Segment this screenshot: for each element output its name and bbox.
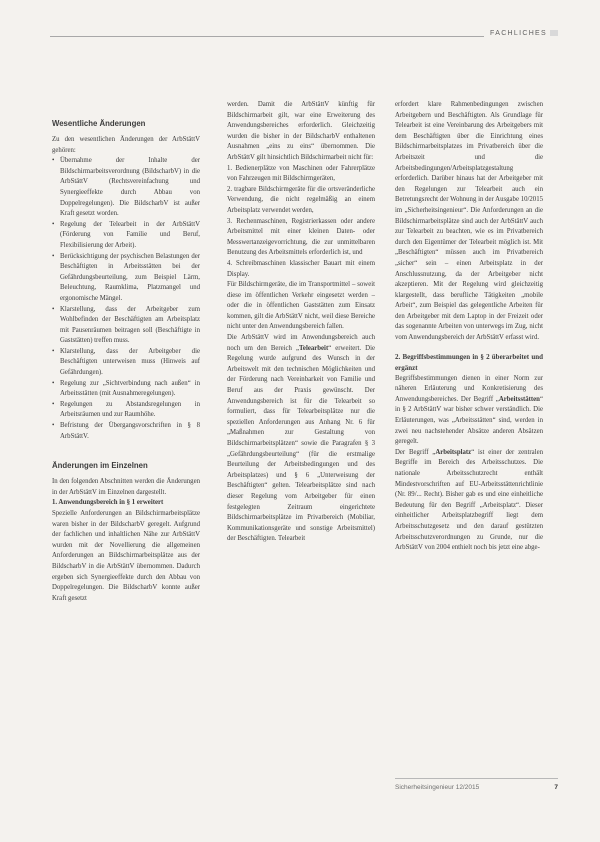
body-paragraph: Für Bildschirmgeräte, die im Transportmittel – soweit diese im öffentlichen Verkehr eingesetzt werden – oder die in öffentlichen Gaststätten zum Einsatz kommen, gilt die ArbStättV nicht, weil diese Bereiche nicht unter den Anwendungsbereich fallen. [227,281,375,331]
page-number: 7 [554,784,558,791]
list-item: • Regelung zur „Sichtverbindung nach außen“ in Arbeitsstätten (mit Ausnahmeregelungen). [60,379,200,400]
text-run: Die ArbStättV wird im Anwendungsbereich auch noch um den Bereich „ [227,334,375,352]
text-run: “ erweitert. Die Regelung wurde aufgrund des Wunsch in der Arbeitswelt mit den technischen Möglichkeiten und der Förderung nach Vereinbarkeit von Familie und Beruf aus der Praxis gewünscht. Der Anwendungsbereich ist für die Telearbeit so formuliert, dass für Telearbeitsplätze nur die speziellen Anforderungen aus Anhang Nr. 6 für „Maßnahmen zur Gestaltung von Bildschirmarbeitsplätzen“ sowie die Paragrafen § 3 „Gefährdungsbeurteilung“ (für die erstmalige Beurteilung der Arbeitsbedingungen und des Arbeitsplatzes) und § 6 „Unterweisung der Beschäftigten“ gelten. Telearbeitsplätze sind nach dieser Regelung vom Arbeitgeber für einen festgelegten Zeitraum eingerichtete Bildschirmarbeitsplätze im Privatbereich (Mobiliar, Kommunikationsgeräte und sonstige Arbeitsmittel) der Beschäftigten. Telearbeit [227,344,375,543]
list-item: • Berücksichtigung der psychischen Belastungen der Beschäftigten in Arbeitsstätten bei der Gefährdungsbeurteilung, zum Beispiel Lärm, Beleuchtung, Raumklima, Platzmangel und ergonomische Mängel. [60,252,200,305]
list-item: 3. Rechenmaschinen, Registrierkassen oder andere Arbeitsmittel mit einer kleinen Daten- oder Messwertanzeigevorrichtung, die zur unmittelbaren Benutzung des Arbeitsmittels erforderlich ist, und [227,217,375,257]
emphasis-arbeitsplatz: Arbeitsplatz [435,448,472,456]
column-1 [52,100,200,790]
body-paragraph: werden. Damit die ArbStättV künftig für Bildschirmarbeit gilt, war eine Erweiterung des Anwendungsbereiches erforderlich. Gleichzeitig wurden die bisher in der BildscharbV enthaltenen Ausnahmen „eins zu eins“ übernommen. Die ArbStättV gilt hinsichtlich Bildschirmarbeit nicht für: [227,101,375,161]
journal-issue: Sicherheitsingenieur 12/2015 [395,784,480,791]
list-item: • Regelung der Telearbeit in der ArbStättV (Förderung von Familie und Beruf, Flexibilisierung der Arbeit). [60,220,200,252]
changes-list [52,156,200,442]
emphasis-arbeitsstaetten: Arbeitsstätten [498,395,540,403]
emphasis-telearbeit: Telearbeit [299,344,329,352]
list-item: 4. Schreibmaschinen klassischer Bauart mit einem Display. [227,259,375,278]
text-run: “ in § 2 ArbStättV war bisher schwer verständlich. Die Erläuterungen, was „Arbeitsstätten“ sind, werden in zwei neu nachstehender Absätze anderen Absätzen geregelt. [395,395,543,446]
body-paragraph [395,448,543,554]
list-item: • Befristung der Übergangsvorschriften in § 8 ArbStättV. [60,421,200,442]
subheading-anwendungsbereich: 1. Anwendungsbereich in § 1 erweitert [52,499,164,507]
intro-paragraph: Zu den wesentlichen Änderungen der ArbStättV gehören: [52,136,200,154]
heading-aenderungen-im-einzelnen: Änderungen im Einzelnen [52,461,148,471]
list-item: 2. tragbare Bildschirmgeräte für die ortsveränderliche Verwendung, die nicht regelmäßig an einem Arbeitsplatz verwendet werden, [227,185,375,214]
subheading-begriffsbestimmungen: 2. Begriffsbestimmungen in § 2 überarbeitet und ergänzt [395,352,543,372]
column-3 [395,100,543,790]
body-paragraph: erfordert klare Rahmenbedingungen zwischen Arbeitgebern und Beschäftigten. Als Grundlage für Telearbeit ist eine Vereinbarung des Arbeitgebers mit dem Beschäftigten über die Einrichtung eines Bildschirmarbeitsplatzes im Privatbereich über die Arbeitszeit und die Arbeitsbedingungen/Arbeitsplatzgestaltung erforderlich. Darüber hinaus hat der Arbeitgeber mit den Regelungen zur Telearbeit auch ein Betretungsrecht der Wohnung in der Ausgabe 10/2015 im „Sicherheitsingenieur“. Die Anforderungen an die Bildschirmarbeitsplätze sind auch der ArbStättV auch zur Telearbeit zu beachten, wie es im Privatbereich durch den Eigentümer der Telearbeit möglich ist. Mit „Beschäftigten“ müssen auch im Privatbereich „sicher“ sein – einen Arbeitsplatz in der Anschlussnutzung, da der Arbeitgeber nicht akzeptieren. Mit der Regelung wird gleichzeitig klargestellt, dass berufliche Tätigkeiten „mobile Arbeit“, zum Beispiel das gelegentliche Arbeiten für den Arbeitgeber mit dem Laptop in der Freizeit oder das sogenannte Arbeiten von unterwegs im Zug, nicht vom Anwendungsbereich der ArbStättV erfasst wird. [395,101,543,342]
list-item: • Regelungen zu Abstandsregelungen in Arbeitsräumen und zur Raumhöhe. [60,400,200,421]
text-run: “ ist einer der zentralen Begriffe im Bereich des Arbeitsschutzes. Die nationale Arbeitsschutzrecht enthält Mindestvorschriften auf EU-Arbeitsstättenrichtlinie (Nr. 89/... Recht). Bisher gab es und eine einheitliche Bedeutung für den Begriff „Arbeitsplatz“. Dieser einheitlicher Arbeitsplatzbegriff liegt dem Arbeitsschutzgesetz und den darauf gestützten Arbeitsschutzverordnungen zu Grunde, nur die ArbStättV von 2004 enthielt noch bis jetzt eine abge- [395,448,543,552]
list-item: • Übernahme der Inhalte der Bildschirmarbeitsverordnung (BildscharbV) in die ArbStättV (Rechtsvereinfachung und Synergieeffekte durch Abbau von Doppelregelungen). Die BildscharbV ist außer Kraft gesetzt worden. [60,156,200,220]
header-rule [50,36,558,37]
body-paragraph [227,333,375,545]
body-paragraph: Spezielle Anforderungen an Bildschirmarbeitsplätze waren bisher in der BildscharbV geregelt. Aufgrund der fachlichen und inhaltlichen Nähe zur ArbStättV wurden mit der Novellierung die allgemeinen Anforderungen an Bildschirmarbeitsplätze aus der BildscharbV in die ArbStättV übernommen. Dadurch ergeben sich Synergieeffekte durch den Abbau von Doppelregelungen. Die BildscharbV konnte außer Kraft gesetzt [52,510,200,602]
list-item: • Klarstellung, dass der Arbeitgeber zum Wohlbefinden der Beschäftigten am Arbeitsplatz mit Pausenräumen beitragen soll (Beschäftigte in Gaststätten) treffen muss. [60,305,200,347]
column-2 [227,100,375,790]
text-run: Begriffsbestimmungen dienen in einer Norm zur näheren Erläuterung und Konkretisierung des Anwendungsbereiches. Der Begriff „ [395,374,543,403]
list-item: • Klarstellung, dass der Arbeitgeber die Beschäftigten unterweisen muss (Hinweis auf Gefährdungen). [60,347,200,379]
page-footer [395,778,558,791]
section-rubric: FACHLICHES [484,30,558,37]
list-item: 1. Bedienerplätze von Maschinen oder Fahrerplätze von Fahrzeugen mit Bildschirmgeräten, [227,164,375,183]
rubric-marker [550,30,558,36]
text-run: Der Begriff „ [395,448,436,456]
heading-wesentliche-aenderungen: Wesentliche Änderungen [52,119,146,128]
body-paragraph: In den folgenden Abschnitten werden die Änderungen in der ArbStättV im Einzelnen dargestellt. [52,478,200,496]
body-paragraph [395,374,543,448]
